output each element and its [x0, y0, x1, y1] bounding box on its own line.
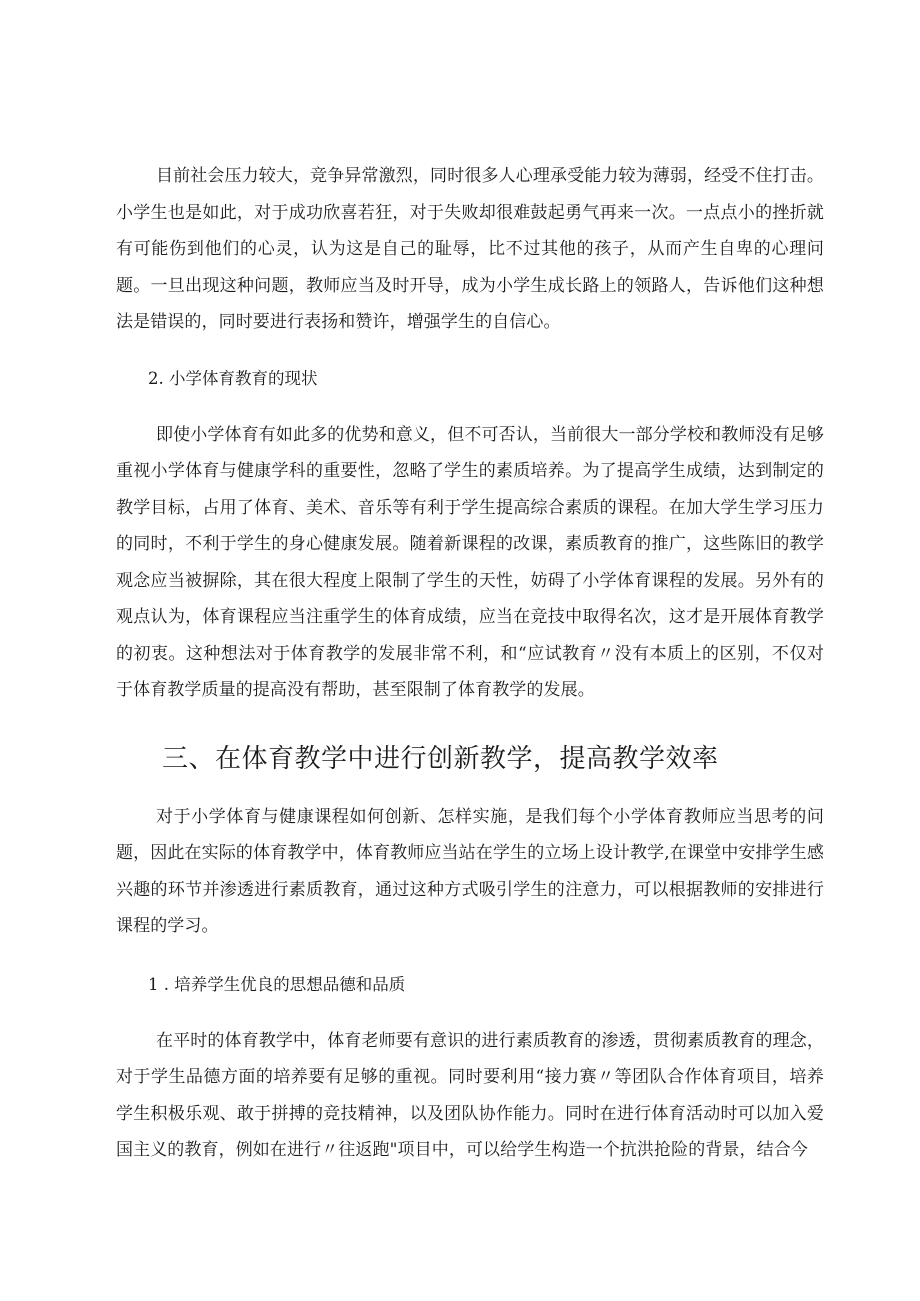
section-heading: 三、在体育教学中进行创新教学，提高教学效率 [162, 743, 719, 774]
subheading: 2. 小学体育教育的现状 [148, 368, 318, 388]
subheading: 1 . 培养学生优良的思想品德和品质 [148, 974, 406, 994]
body-paragraph: 对于小学体育与健康课程如何创新、怎样实施，是我们每个小学体育教师应当思考的问题，因此在实际的体育教学中，体育教师应当站在学生的立场上设计教学,在课堂中安排学生感兴趣的环节并渗透进行素质教育，通过这种方式吸引学生的注意力，可以根据教师的安排进行课程的学习。 [116, 806, 824, 936]
body-paragraph: 在平时的体育教学中，体育老师要有意识的进行素质教育的渗透，贯彻素质教育的理念，对于学生品德方面的培养要有足够的重视。同时要利用“接力赛〃等团队合作体育项目，培养学生积极乐观、敢于拼搏的竞技精神，以及团队协作能力。同时在进行体育活动时可以加入爱国主义的教育，例如在进行〃往返跑"项目中，可以给学生构造一个抗洪抢险的背景，结合今 [116, 1030, 824, 1160]
document-body [116, 158, 824, 1169]
body-paragraph: 即使小学体育有如此多的优势和意义，但不可否认，当前很大一部分学校和教师没有足够重视小学体育与健康学科的重要性，忽略了学生的素质培养。为了提高学生成绩，达到制定的教学目标，占用了体育、美术、音乐等有利于学生提高综合素质的课程。在加大学生学习压力的同时，不利于学生的身心健康发展。随着新课程的改课，素质教育的推广，这些陈旧的教学观念应当被摒除，其在很大程度上限制了学生的天性，妨碍了小学体育课程的发展。另外有的观点认为，体育课程应当注重学生的体育成绩，应当在竞技中取得名次，这才是开展体育教学的初衷。这种想法对于体育教学的发展非常不利，和“应试教育〃没有本质上的区别，不仅对于体育教学质量的提高没有帮助，甚至限制了体育教学的发展。 [116, 424, 824, 700]
body-paragraph: 目前社会压力较大，竞争异常激烈，同时很多人心理承受能力较为薄弱，经受不住打击。小学生也是如此，对于成功欣喜若狂，对于失败却很难鼓起勇气再来一次。一点点小的挫折就有可能伤到他们的心灵，认为这是自己的耻辱，比不过其他的孩子，从而产生自卑的心理问题。一旦出现这种问题，教师应当及时开导，成为小学生成长路上的领路人，告诉他们这种想法是错误的，同时要进行表扬和赞许，增强学生的自信心。 [116, 166, 824, 332]
